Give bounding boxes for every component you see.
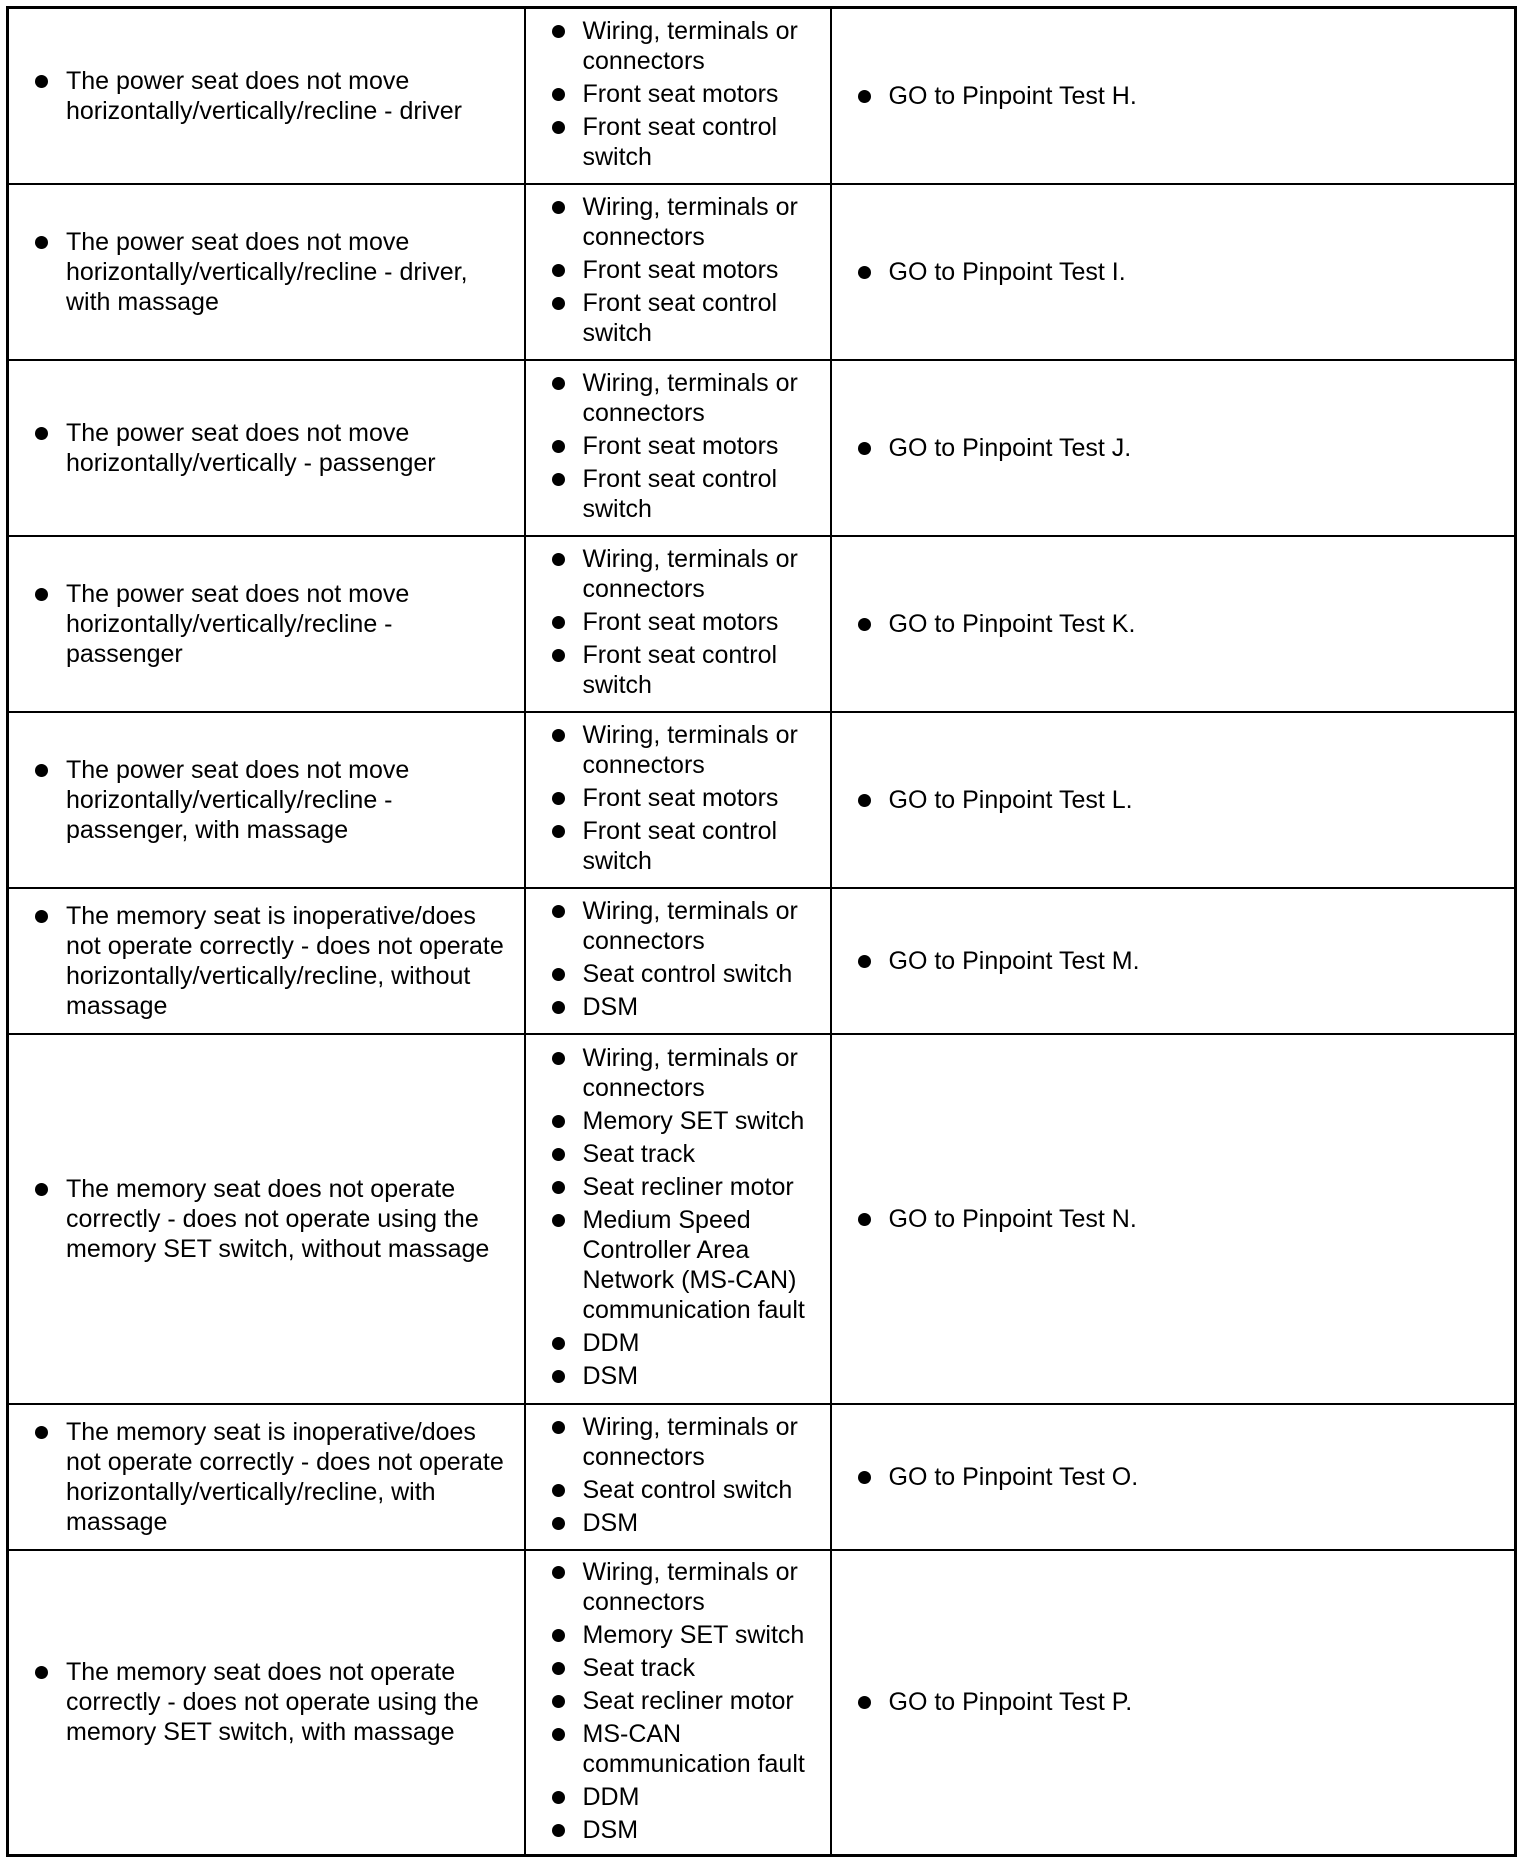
action-cell <box>831 1550 1516 1856</box>
possible-source-list <box>526 1412 830 1538</box>
condition-cell <box>8 360 525 536</box>
possible-source-item: Front seat control switch <box>526 464 830 524</box>
condition-cell <box>8 536 525 712</box>
possible-source-list <box>526 1043 830 1391</box>
possible-source-item: Front seat motors <box>526 607 830 637</box>
action-list <box>832 257 1515 287</box>
action-text: GO to Pinpoint Test I. <box>832 257 1515 287</box>
possible-source-list <box>526 368 830 524</box>
action-cell <box>831 360 1516 536</box>
action-text: GO to Pinpoint Test M. <box>832 946 1515 976</box>
possible-source-list <box>526 896 830 1022</box>
symptom-chart <box>6 6 1514 1844</box>
table-row <box>8 1404 1516 1550</box>
condition-list <box>9 1174 524 1264</box>
possible-source-cell <box>525 8 831 184</box>
condition-cell <box>8 1034 525 1404</box>
condition-list <box>9 418 524 478</box>
possible-source-item: Memory SET switch <box>526 1106 830 1136</box>
action-text: GO to Pinpoint Test J. <box>832 433 1515 463</box>
possible-source-cell <box>525 712 831 888</box>
possible-source-cell <box>525 1034 831 1404</box>
possible-source-item: Front seat motors <box>526 431 830 461</box>
condition-text: The power seat does not move horizontally/vertically/recline - passenger, with massage <box>9 755 524 845</box>
possible-source-item: Wiring, terminals or connectors <box>526 896 830 956</box>
condition-list <box>9 579 524 669</box>
possible-source-item: Wiring, terminals or connectors <box>526 368 830 428</box>
possible-source-item: MS-CAN communication fault <box>526 1719 830 1779</box>
condition-list <box>9 755 524 845</box>
condition-cell <box>8 8 525 184</box>
condition-text: The power seat does not move horizontally/vertically/recline - passenger <box>9 579 524 669</box>
possible-source-cell <box>525 360 831 536</box>
table-body <box>8 8 1516 1856</box>
possible-source-item: Front seat motors <box>526 783 830 813</box>
possible-source-list <box>526 544 830 700</box>
condition-text: The power seat does not move horizontally/vertically/recline - driver <box>9 66 524 126</box>
condition-text: The power seat does not move horizontally/vertically - passenger <box>9 418 524 478</box>
possible-source-item: Front seat motors <box>526 79 830 109</box>
action-cell <box>831 1404 1516 1550</box>
condition-cell <box>8 888 525 1034</box>
possible-source-item: Seat track <box>526 1139 830 1169</box>
action-cell <box>831 184 1516 360</box>
possible-source-item: Wiring, terminals or connectors <box>526 1557 830 1617</box>
action-text: GO to Pinpoint Test H. <box>832 81 1515 111</box>
possible-source-item: DSM <box>526 1508 830 1538</box>
condition-text: The power seat does not move horizontally/vertically/recline - driver, with massage <box>9 227 524 317</box>
possible-source-cell <box>525 888 831 1034</box>
action-list <box>832 1204 1515 1234</box>
action-cell <box>831 1034 1516 1404</box>
possible-source-item: Wiring, terminals or connectors <box>526 192 830 252</box>
action-list <box>832 946 1515 976</box>
table-row <box>8 1550 1516 1856</box>
possible-source-item: DSM <box>526 1815 830 1845</box>
table-row <box>8 888 1516 1034</box>
possible-source-item: Front seat control switch <box>526 288 830 348</box>
action-list <box>832 785 1515 815</box>
possible-source-item: Seat track <box>526 1653 830 1683</box>
action-text: GO to Pinpoint Test L. <box>832 785 1515 815</box>
possible-source-item: DSM <box>526 992 830 1022</box>
action-list <box>832 433 1515 463</box>
condition-cell <box>8 1550 525 1856</box>
possible-source-item: DDM <box>526 1782 830 1812</box>
action-text: GO to Pinpoint Test N. <box>832 1204 1515 1234</box>
possible-source-item: Seat recliner motor <box>526 1172 830 1202</box>
action-cell <box>831 536 1516 712</box>
possible-source-list <box>526 192 830 348</box>
possible-source-item: Front seat control switch <box>526 816 830 876</box>
action-cell <box>831 8 1516 184</box>
possible-source-item: Wiring, terminals or connectors <box>526 16 830 76</box>
table-row <box>8 184 1516 360</box>
condition-list <box>9 901 524 1021</box>
possible-source-cell <box>525 1404 831 1550</box>
condition-list <box>9 227 524 317</box>
action-list <box>832 609 1515 639</box>
table-row <box>8 712 1516 888</box>
possible-source-item: DSM <box>526 1361 830 1391</box>
possible-source-item: DDM <box>526 1328 830 1358</box>
condition-cell <box>8 184 525 360</box>
action-list <box>832 1462 1515 1492</box>
condition-cell <box>8 1404 525 1550</box>
condition-text: The memory seat does not operate correctly - does not operate using the memory SET switch, without massage <box>9 1174 524 1264</box>
action-list <box>832 1687 1515 1717</box>
action-cell <box>831 712 1516 888</box>
condition-list <box>9 1417 524 1537</box>
action-text: GO to Pinpoint Test P. <box>832 1687 1515 1717</box>
possible-source-item: Front seat motors <box>526 255 830 285</box>
possible-source-cell <box>525 536 831 712</box>
condition-text: The memory seat does not operate correctly - does not operate using the memory SET switch, with massage <box>9 1657 524 1747</box>
possible-source-item: Front seat control switch <box>526 640 830 700</box>
action-text: GO to Pinpoint Test K. <box>832 609 1515 639</box>
table-row <box>8 1034 1516 1404</box>
table-row <box>8 360 1516 536</box>
condition-list <box>9 66 524 126</box>
possible-source-item: Wiring, terminals or connectors <box>526 1412 830 1472</box>
possible-source-list <box>526 1557 830 1845</box>
possible-source-item: Wiring, terminals or connectors <box>526 1043 830 1103</box>
symptom-table <box>6 6 1517 1857</box>
condition-list <box>9 1657 524 1747</box>
possible-source-item: Memory SET switch <box>526 1620 830 1650</box>
possible-source-item: Wiring, terminals or connectors <box>526 720 830 780</box>
table-row <box>8 8 1516 184</box>
condition-text: The memory seat is inoperative/does not operate correctly - does not operate horizontally/vertically/recline, without massage <box>9 901 524 1021</box>
possible-source-item: Front seat control switch <box>526 112 830 172</box>
possible-source-item: Wiring, terminals or connectors <box>526 544 830 604</box>
possible-source-item: Seat control switch <box>526 1475 830 1505</box>
condition-text: The memory seat is inoperative/does not operate correctly - does not operate horizontally/vertically/recline, with massage <box>9 1417 524 1537</box>
condition-cell <box>8 712 525 888</box>
action-list <box>832 81 1515 111</box>
possible-source-cell <box>525 1550 831 1856</box>
possible-source-item: Seat recliner motor <box>526 1686 830 1716</box>
action-cell <box>831 888 1516 1034</box>
possible-source-list <box>526 16 830 172</box>
action-text: GO to Pinpoint Test O. <box>832 1462 1515 1492</box>
possible-source-cell <box>525 184 831 360</box>
possible-source-item: Medium Speed Controller Area Network (MS-CAN) communication fault <box>526 1205 830 1325</box>
table-row <box>8 536 1516 712</box>
possible-source-item: Seat control switch <box>526 959 830 989</box>
possible-source-list <box>526 720 830 876</box>
